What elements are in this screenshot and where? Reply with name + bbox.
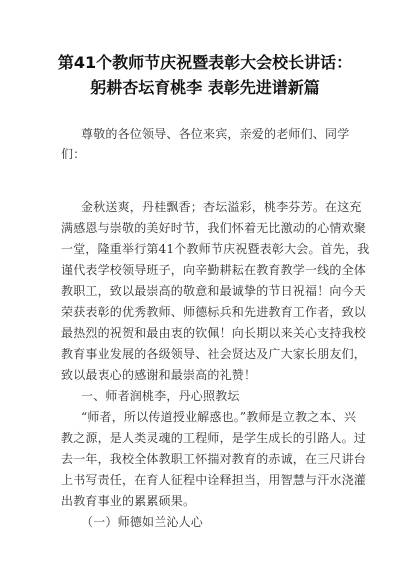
paragraph-line: 荣获表彰的优秀教师、师德标兵和先进教育工作者，致以 bbox=[61, 305, 367, 319]
section-heading: 一、师者润桃李，丹心照教坛 bbox=[81, 389, 240, 403]
title-line-1: 第41个教师节庆祝暨表彰大会校长讲话： bbox=[57, 53, 353, 72]
paragraph-line: 一堂，隆重举行第41个教师节庆祝暨表彰大会。首先，我 bbox=[61, 242, 370, 256]
salutation-line-1: 尊敬的各位领导、各位来宾，亲爱的老师们、同学 bbox=[81, 127, 350, 141]
paragraph-line: 谨代表学校领导班子，向辛勤耕耘在教育教学一线的全体 bbox=[61, 263, 367, 277]
salutation-line-2: 们： bbox=[61, 147, 86, 161]
paragraph-line: 金秋送爽，丹桂飘香；杏坛溢彩，桃李芬芳。在这充 bbox=[81, 200, 362, 214]
paragraph-line: 教育事业发展的各级领导、社会贤达及广大家长朋友们， bbox=[61, 347, 367, 361]
paragraph-line: 上书写责任，在育人征程中诠释担当，用智慧与汗水浇灌 bbox=[61, 473, 367, 487]
paragraph-line: 去一年，我校全体教职工怀揣对教育的赤诚，在三尺讲台 bbox=[61, 452, 367, 466]
title-line-2: 躬耕杏坛育桃李 表彰先进谱新篇 bbox=[90, 78, 320, 97]
paragraph-line: 最热烈的祝贺和最由衷的钦佩！向长期以来关心支持我校 bbox=[61, 326, 367, 340]
paragraph-line: 出教育事业的累累硕果。 bbox=[61, 494, 196, 508]
subsection-heading: （一）师德如兰沁人心 bbox=[81, 515, 204, 529]
paragraph-line: 致以最衷心的感谢和最崇高的礼赞！ bbox=[61, 368, 257, 382]
paragraph-line: 教职工，致以最崇高的敬意和最诚挚的节日祝福！向今天 bbox=[61, 284, 367, 298]
paragraph-line: 满感恩与崇敬的美好时节，我们怀着无比激动的心情欢聚 bbox=[61, 221, 367, 235]
paragraph-line: “师者，所以传道授业解惑也。”教师是立教之本、兴 bbox=[81, 410, 357, 424]
paragraph-line: 教之源，是人类灵魂的工程师，是学生成长的引路人。过 bbox=[61, 431, 367, 445]
